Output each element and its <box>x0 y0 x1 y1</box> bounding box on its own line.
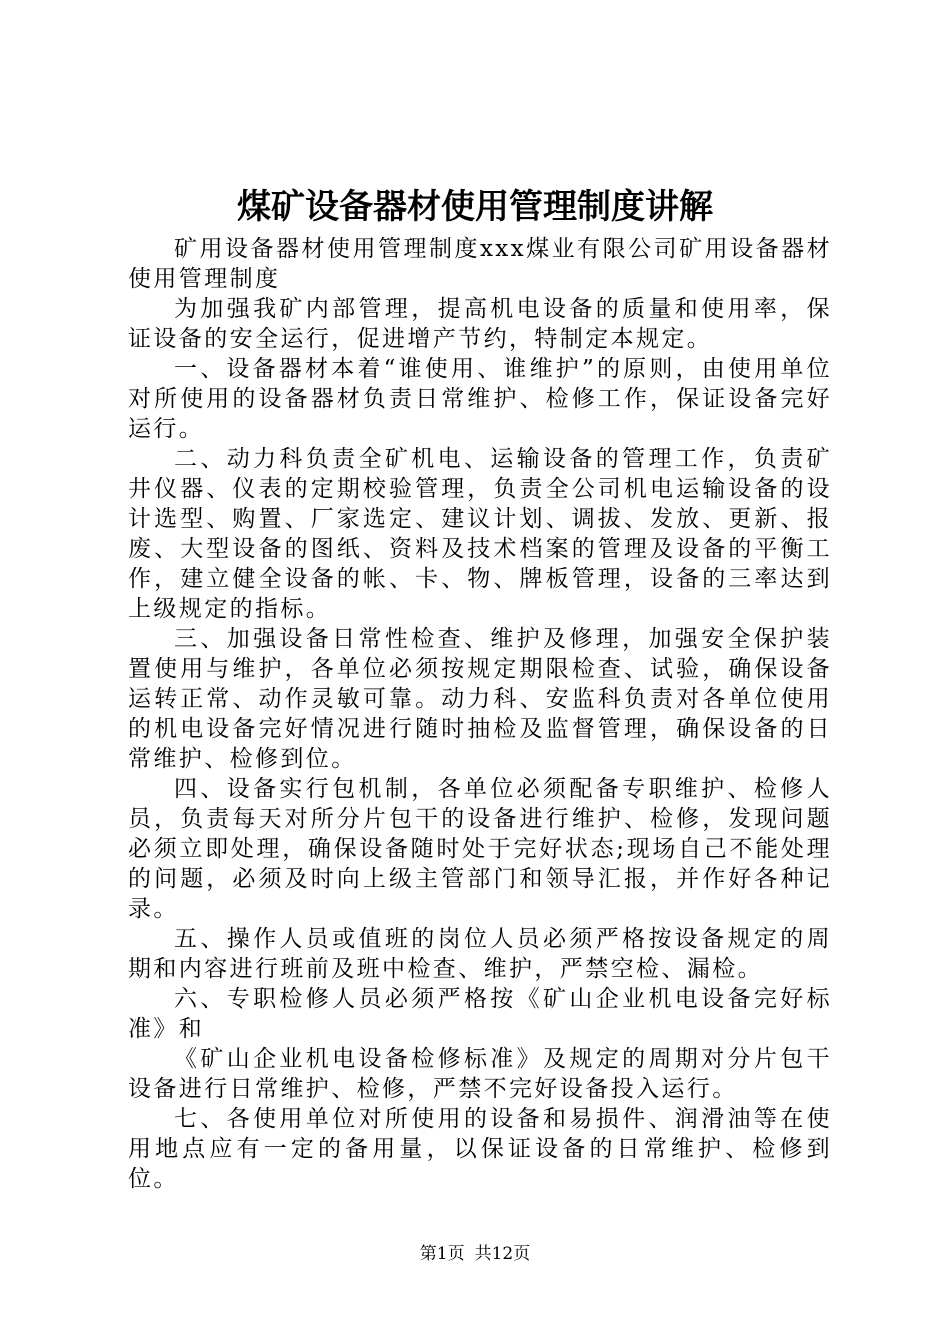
paragraph-item-1: 一、设备器材本着“谁使用、谁维护”的原则，由使用单位对所使用的设备器材负责日常维护、检修工作，保证设备完好运行。 <box>128 356 832 442</box>
paragraph-item-7: 七、各使用单位对所使用的设备和易损件、润滑油等在使用地点应有一定的备用量，以保证设备的日常维护、检修到位。 <box>128 1106 832 1192</box>
paragraph-item-3: 三、加强设备日常性检查、维护及修理，加强安全保护装置使用与维护，各单位必须按规定期限检查、试验，确保设备运转正常、动作灵敏可靠。动力科、安监科负责对各单位使用的机电设备完好情况进行随时抽检及监督管理，确保设备的日常维护、检修到位。 <box>128 626 832 772</box>
paragraph-item-5: 五、操作人员或值班的岗位人员必须严格按设备规定的周期和内容进行班前及班中检查、维护，严禁空检、漏检。 <box>128 926 832 982</box>
document-title: 煤矿设备器材使用管理制度讲解 <box>237 187 713 227</box>
page-total: 共12页 <box>474 1244 531 1264</box>
page-footer <box>0 1242 950 1266</box>
paragraph-purpose: 为加强我矿内部管理，提高机电设备的质量和使用率，保证设备的安全运行，促进增产节约，特制定本规定。 <box>128 296 832 352</box>
page-number: 第1页 <box>419 1244 465 1264</box>
document-body <box>128 234 832 1194</box>
paragraph-item-6: 六、专职检修人员必须严格按《矿山企业机电设备完好标准》和 <box>128 986 832 1042</box>
paragraph-item-4: 四、设备实行包机制，各单位必须配备专职维护、检修人员，负责每天对所分片包干的设备进行维护、检修，发现问题必须立即处理，确保设备随时处于完好状态;现场自己不能处理的问题，必须及时向上级主管部门和领导汇报，并作好各种记录。 <box>128 776 832 922</box>
paragraph-intro: 矿用设备器材使用管理制度xxx煤业有限公司矿用设备器材使用管理制度 <box>128 236 832 292</box>
paragraph-item-2: 二、动力科负责全矿机电、运输设备的管理工作，负责矿井仪器、仪表的定期校验管理，负责全公司机电运输设备的设计选型、购置、厂家选定、建议计划、调拔、发放、更新、报废、大型设备的图纸、资料及技术档案的管理及设备的平衡工作，建立健全设备的帐、卡、物、牌板管理，设备的三率达到上级规定的指标。 <box>128 446 832 622</box>
paragraph-item-6-cont: 《矿山企业机电设备检修标准》及规定的周期对分片包干设备进行日常维护、检修，严禁不完好设备投入运行。 <box>128 1046 832 1102</box>
